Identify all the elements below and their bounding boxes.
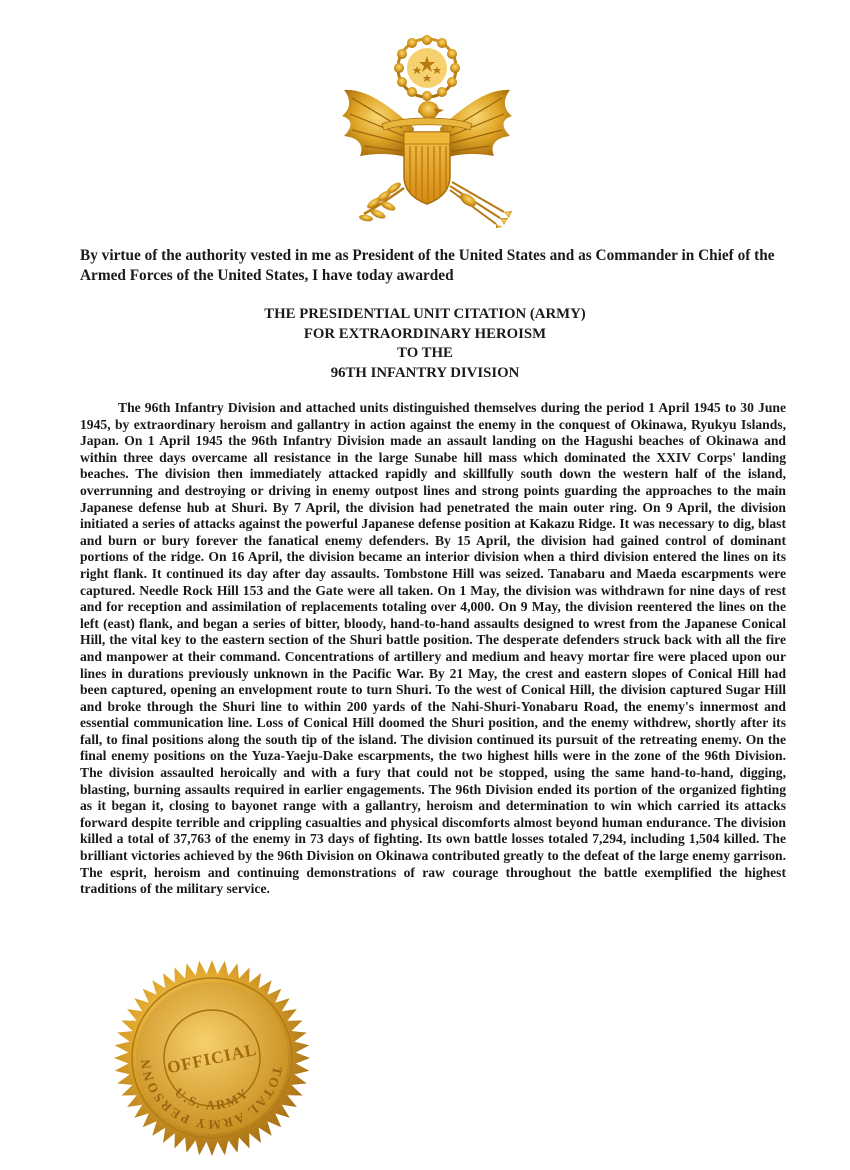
official-seal [112,958,312,1158]
heading-line-4: 96TH INFANTRY DIVISION [330,364,520,381]
heading-line-2: FOR EXTRAORDINARY HEROISM [303,325,547,342]
seal-bottom-text: U.S. ARMY [171,1084,253,1113]
heading-line-1: THE PRESIDENTIAL UNIT CITATION (ARMY) [264,306,586,322]
citation-body: The 96th Infantry Division and attached units distinguished themselves during the period 1 April 1945 to 30 June 1945, by extraordinary heroism and gallantry in action against the enemy in the conquest of Okinawa, Ryukyu Islands, Japan. On 1 April 1945 the 96th Infantry Division made an assault landing on the Hagushi beaches of Okinawa and within three days overcame all resistance in the large Sunabe hill mass which dominated the XXIV Corps' landing beaches. The division then immediately attacked rapidly and skillfully south down the western half of the island, overrunning and destroying or driving in enemy outpost lines and strong points guarding the approaches to the main Japanese defense hub at Shuri. By 7 April, the division had penetrated the main outer ring. On 9 April, the division initiated a series of attacks against the powerful Japanese defense position at Kakazu Ridge. It was necessary to dig, blast and burn or bury forever the fanatical enemy defenders. By 15 April, the division had gained control of dominant portions of the ridge. On 16 April, the division became an interior division when a third division entered the lines on its right flank. It continued its day after day assaults. Tombstone Hill was seized. Tanabaru and Maeda escarpments were captured. Needle Rock Hill 153 and the Gate were all taken. On 1 May, the division was withdrawn for nine days of rest and for reception and assimilation of replacements totaling over 4,000. On 9 May, the division reentered the lines on the left (east) flank, and began a series of bitter, bloody, hand-to-hand assaults designed to wrest from the Japanese Conical Hill, the vital key to the eastern section of the Shuri battle position. The desperate defenders struck back with all the fire and manpower at their command. Concentrations of artillery and medium and heavy mortar fire were placed upon our lines in durations previously unknown in the Pacific War. By 21 May, the crest and eastern slopes of Conical Hill had been captured, opening an envelopment route to turn Shuri. To the west of Conical Hill, the division captured Sugar Hill and broke through the Shuri line to within 200 yards of the Nahi-Shuri-Yonabaru Road, the enemy's innermost and essential communication line. Loss of Conical Hill doomed the Shuri position, and the enemy withdrew, shortly after its fall, to final positions along the south tip of the island. The division continued its pursuit of the retreating enemy. On the final enemy positions on the Yuza-Yaeju-Dake escarpments, the two highest hills were in the zone of the 96th Division. The division assaulted heroically and with a fury that could not be stopped, using the same hand-to-hand, digging, blasting, burning assaults required in earlier engagements. The 96th Division ended its portion of the organized fighting as it began it, closing to bayonet range with a gallantry, heroism and determination to win which carried its attacks forward despite terrible and crippling casualties and physical discomforts almost beyond human endurance. The division killed a total of 37,763 of the enemy in 73 days of fighting. Its own battle losses totaled 7,294, including 1,504 killed. The brilliant victories achieved by the 96th Division on Okinawa contributed greatly to the defeat of the large enemy garrison. The esprit, heroism and continuing demonstrations of raw courage throughout the battle exemplified the highest traditions of the military service. [80,400,786,897]
award-intro: By virtue of the authority vested in me as President of the United States and as Commander in Chief of the Armed Forces of the United States, I have today awarded [80,247,775,284]
seal-center-text: OFFICIAL [165,1039,259,1078]
heading-line-3: TO THE [397,345,453,361]
citation-heading [0,305,850,383]
seal-ring-text: TOTAL ARMY PERSONN [137,1056,286,1133]
great-seal-eagle-icon [322,28,532,228]
eagle-emblem [322,28,532,228]
gold-foil-seal-icon [112,958,312,1158]
